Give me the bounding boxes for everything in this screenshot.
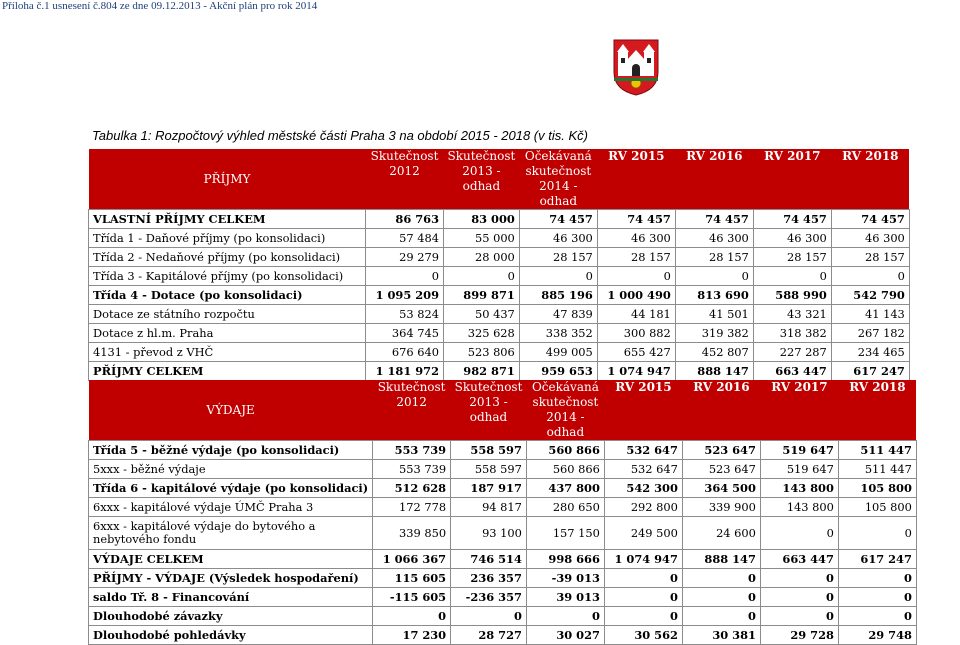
table-cell: 1 074 947 (604, 550, 682, 569)
table-row (89, 479, 917, 498)
table-cell: 157 150 (526, 517, 604, 550)
table-cell: 28 157 (753, 248, 831, 267)
table-cell: 0 (597, 267, 675, 286)
column-header: Skutečnost 2013 - odhad (451, 380, 527, 441)
table-cell: 452 807 (675, 343, 753, 362)
table-cell: 46 300 (597, 229, 675, 248)
table-cell: 74 457 (675, 210, 753, 229)
table-cell: 28 157 (675, 248, 753, 267)
table-cell: 663 447 (760, 550, 838, 569)
table-row (89, 626, 917, 645)
table-cell: 0 (760, 607, 838, 626)
table-cell: 560 866 (526, 441, 604, 460)
table-cell: 29 728 (760, 626, 838, 645)
table-cell: 46 300 (831, 229, 909, 248)
table-cell: 542 300 (604, 479, 682, 498)
expense-table (88, 380, 917, 645)
table-row (89, 248, 910, 267)
table-cell: 523 647 (682, 460, 760, 479)
table-cell: 499 005 (519, 343, 597, 362)
table-cell: 43 321 (753, 305, 831, 324)
table-cell: 523 647 (682, 441, 760, 460)
row-label: PŘÍJMY CELKEM (89, 362, 366, 381)
table-cell: 57 484 (366, 229, 444, 248)
column-header: Skutečnost 2012 (366, 149, 444, 210)
table-cell: 1 181 972 (366, 362, 444, 381)
table-cell: 41 143 (831, 305, 909, 324)
table-cell: 28 000 (444, 248, 520, 267)
table-cell: 558 597 (451, 460, 527, 479)
table-cell: 523 806 (444, 343, 520, 362)
table-cell: 234 465 (831, 343, 909, 362)
table-cell: 319 382 (675, 324, 753, 343)
income-table (88, 149, 910, 381)
table-cell: 46 300 (753, 229, 831, 248)
column-header: VÝDAJE (89, 380, 373, 441)
table-row (89, 362, 910, 381)
table-cell: 325 628 (444, 324, 520, 343)
table-cell: 44 181 (597, 305, 675, 324)
table-cell: 292 800 (604, 498, 682, 517)
table-cell: 29 748 (838, 626, 916, 645)
table-cell: 94 817 (451, 498, 527, 517)
table-cell: 143 800 (760, 498, 838, 517)
row-label: Třída 1 - Daňové příjmy (po konsolidaci) (89, 229, 366, 248)
table-cell: 0 (760, 588, 838, 607)
table-cell: 105 800 (838, 498, 916, 517)
table-cell: 30 562 (604, 626, 682, 645)
table-row (89, 517, 917, 550)
table-cell: 39 013 (526, 588, 604, 607)
table-cell: 53 824 (366, 305, 444, 324)
table-cell: 885 196 (519, 286, 597, 305)
table-cell: 617 247 (831, 362, 909, 381)
table-cell: 249 500 (604, 517, 682, 550)
table-cell: 0 (838, 517, 916, 550)
table-cell: 0 (838, 569, 916, 588)
table-cell: 0 (760, 517, 838, 550)
table-cell: 93 100 (451, 517, 527, 550)
table-cell: 1 095 209 (366, 286, 444, 305)
table-cell: 519 647 (760, 460, 838, 479)
table-cell: 236 357 (451, 569, 527, 588)
table-cell: 0 (373, 607, 451, 626)
row-label: VÝDAJE CELKEM (89, 550, 373, 569)
table-cell: 115 605 (373, 569, 451, 588)
table-cell: 617 247 (838, 550, 916, 569)
table-cell: 888 147 (675, 362, 753, 381)
table-cell: 888 147 (682, 550, 760, 569)
document-header-note: Příloha č.1 usnesení č.804 ze dne 09.12.2013 - Akční plán pro rok 2014 (2, 0, 318, 12)
table-cell: 813 690 (675, 286, 753, 305)
table-cell: 899 871 (444, 286, 520, 305)
column-header: RV 2017 (753, 149, 831, 210)
column-header: RV 2015 (597, 149, 675, 210)
income-table-body (89, 210, 910, 381)
table-cell: 30 027 (526, 626, 604, 645)
table-cell: 318 382 (753, 324, 831, 343)
table-cell: 74 457 (753, 210, 831, 229)
column-header: RV 2018 (831, 149, 909, 210)
table-row (89, 324, 910, 343)
table-cell: 532 647 (604, 460, 682, 479)
table-cell: 0 (831, 267, 909, 286)
row-label: Dotace z hl.m. Praha (89, 324, 366, 343)
table-cell: 437 800 (526, 479, 604, 498)
table-cell: 553 739 (373, 460, 451, 479)
table-cell: -236 357 (451, 588, 527, 607)
row-label: Třída 3 - Kapitálové příjmy (po konsolidaci) (89, 267, 366, 286)
row-label: Třída 6 - kapitálové výdaje (po konsolidaci) (89, 479, 373, 498)
table-row (89, 569, 917, 588)
column-header: RV 2016 (682, 380, 760, 441)
column-header: RV 2018 (838, 380, 916, 441)
table-cell: 267 182 (831, 324, 909, 343)
table-cell: 364 500 (682, 479, 760, 498)
table-cell: 172 778 (373, 498, 451, 517)
table-cell: 339 900 (682, 498, 760, 517)
table-cell: 74 457 (597, 210, 675, 229)
table-cell: 512 628 (373, 479, 451, 498)
table-cell: 338 352 (519, 324, 597, 343)
table-cell: 105 800 (838, 479, 916, 498)
column-header: Očekávaná skutečnost 2014 - odhad (526, 380, 604, 441)
table-cell: 558 597 (451, 441, 527, 460)
table-cell: 46 300 (519, 229, 597, 248)
table-row (89, 498, 917, 517)
column-header: Skutečnost 2013 - odhad (444, 149, 520, 210)
table-cell: 1 000 490 (597, 286, 675, 305)
table-row (89, 441, 917, 460)
table-cell: 0 (682, 569, 760, 588)
table-cell: 511 447 (838, 460, 916, 479)
row-label: VLASTNÍ PŘÍJMY CELKEM (89, 210, 366, 229)
table-row (89, 286, 910, 305)
row-label: Dotace ze státního rozpočtu (89, 305, 366, 324)
table-cell: 1 074 947 (597, 362, 675, 381)
table-cell: 74 457 (831, 210, 909, 229)
table-cell: 560 866 (526, 460, 604, 479)
table-cell: 143 800 (760, 479, 838, 498)
table-cell: 28 157 (597, 248, 675, 267)
table-cell: 28 157 (831, 248, 909, 267)
table-caption: Tabulka 1: Rozpočtový výhled městské části Praha 3 na období 2015 - 2018 (v tis. Kč) (92, 128, 588, 143)
column-header: RV 2015 (604, 380, 682, 441)
table-cell: 0 (682, 607, 760, 626)
table-row (89, 607, 917, 626)
table-cell: 0 (675, 267, 753, 286)
table-cell: 0 (838, 607, 916, 626)
table-cell: 227 287 (753, 343, 831, 362)
table-cell: 30 381 (682, 626, 760, 645)
table-cell: 0 (604, 607, 682, 626)
table-cell: 0 (838, 588, 916, 607)
table-cell: 0 (682, 588, 760, 607)
row-label: Třída 2 - Nedaňové příjmy (po konsolidaci) (89, 248, 366, 267)
table-cell: 41 501 (675, 305, 753, 324)
table-cell: 28 727 (451, 626, 527, 645)
table-cell: 83 000 (444, 210, 520, 229)
row-label: Třída 5 - běžné výdaje (po konsolidaci) (89, 441, 373, 460)
row-label: Dlouhodobé závazky (89, 607, 373, 626)
table-cell: 511 447 (838, 441, 916, 460)
table-cell: 655 427 (597, 343, 675, 362)
table-cell: 29 279 (366, 248, 444, 267)
table-cell: 339 850 (373, 517, 451, 550)
table-cell: 86 763 (366, 210, 444, 229)
table-cell: 74 457 (519, 210, 597, 229)
city-crest-icon (612, 38, 660, 96)
row-label: 6xxx - kapitálové výdaje ÚMČ Praha 3 (89, 498, 373, 517)
table-cell: 364 745 (366, 324, 444, 343)
table-row (89, 229, 910, 248)
table-cell: 519 647 (760, 441, 838, 460)
expense-table-body (89, 441, 917, 645)
table-cell: 47 839 (519, 305, 597, 324)
column-header: Očekávaná skutečnost 2014 - odhad (519, 149, 597, 210)
table-cell: 300 882 (597, 324, 675, 343)
table-cell: 0 (760, 569, 838, 588)
table-cell: 0 (451, 607, 527, 626)
row-label: saldo Tř. 8 - Financování (89, 588, 373, 607)
column-header: PŘÍJMY (89, 149, 366, 210)
table-cell: 0 (519, 267, 597, 286)
table-cell: 46 300 (675, 229, 753, 248)
table-row (89, 267, 910, 286)
table-cell: 998 666 (526, 550, 604, 569)
row-label: 5xxx - běžné výdaje (89, 460, 373, 479)
table-cell: 532 647 (604, 441, 682, 460)
table-cell: 0 (604, 569, 682, 588)
table-row (89, 305, 910, 324)
row-label: 6xxx - kapitálové výdaje do bytového a nebytového fondu (89, 517, 373, 550)
table-cell: -115 605 (373, 588, 451, 607)
table-cell: 50 437 (444, 305, 520, 324)
row-label: Dlouhodobé pohledávky (89, 626, 373, 645)
column-header: RV 2016 (675, 149, 753, 210)
row-label: PŘÍJMY - VÝDAJE (Výsledek hospodaření) (89, 569, 373, 588)
table-row (89, 550, 917, 569)
column-header: RV 2017 (760, 380, 838, 441)
table-cell: 588 990 (753, 286, 831, 305)
table-cell: 0 (366, 267, 444, 286)
row-label: Třída 4 - Dotace (po konsolidaci) (89, 286, 366, 305)
table-cell: 0 (604, 588, 682, 607)
table-cell: 1 066 367 (373, 550, 451, 569)
table-cell: 55 000 (444, 229, 520, 248)
table-cell: 24 600 (682, 517, 760, 550)
table-cell: 542 790 (831, 286, 909, 305)
table-cell: 0 (444, 267, 520, 286)
table-cell: 0 (526, 607, 604, 626)
row-label: 4131 - převod z VHČ (89, 343, 366, 362)
table-cell: 0 (753, 267, 831, 286)
table-cell: 280 650 (526, 498, 604, 517)
table-cell: 17 230 (373, 626, 451, 645)
table-cell: 663 447 (753, 362, 831, 381)
table-cell: 982 871 (444, 362, 520, 381)
table-row (89, 210, 910, 229)
table-cell: 746 514 (451, 550, 527, 569)
table-cell: 28 157 (519, 248, 597, 267)
table-cell: 676 640 (366, 343, 444, 362)
table-cell: -39 013 (526, 569, 604, 588)
table-row (89, 343, 910, 362)
table-row (89, 460, 917, 479)
table-cell: 959 653 (519, 362, 597, 381)
table-cell: 553 739 (373, 441, 451, 460)
table-cell: 187 917 (451, 479, 527, 498)
column-header: Skutečnost 2012 (373, 380, 451, 441)
table-row (89, 588, 917, 607)
